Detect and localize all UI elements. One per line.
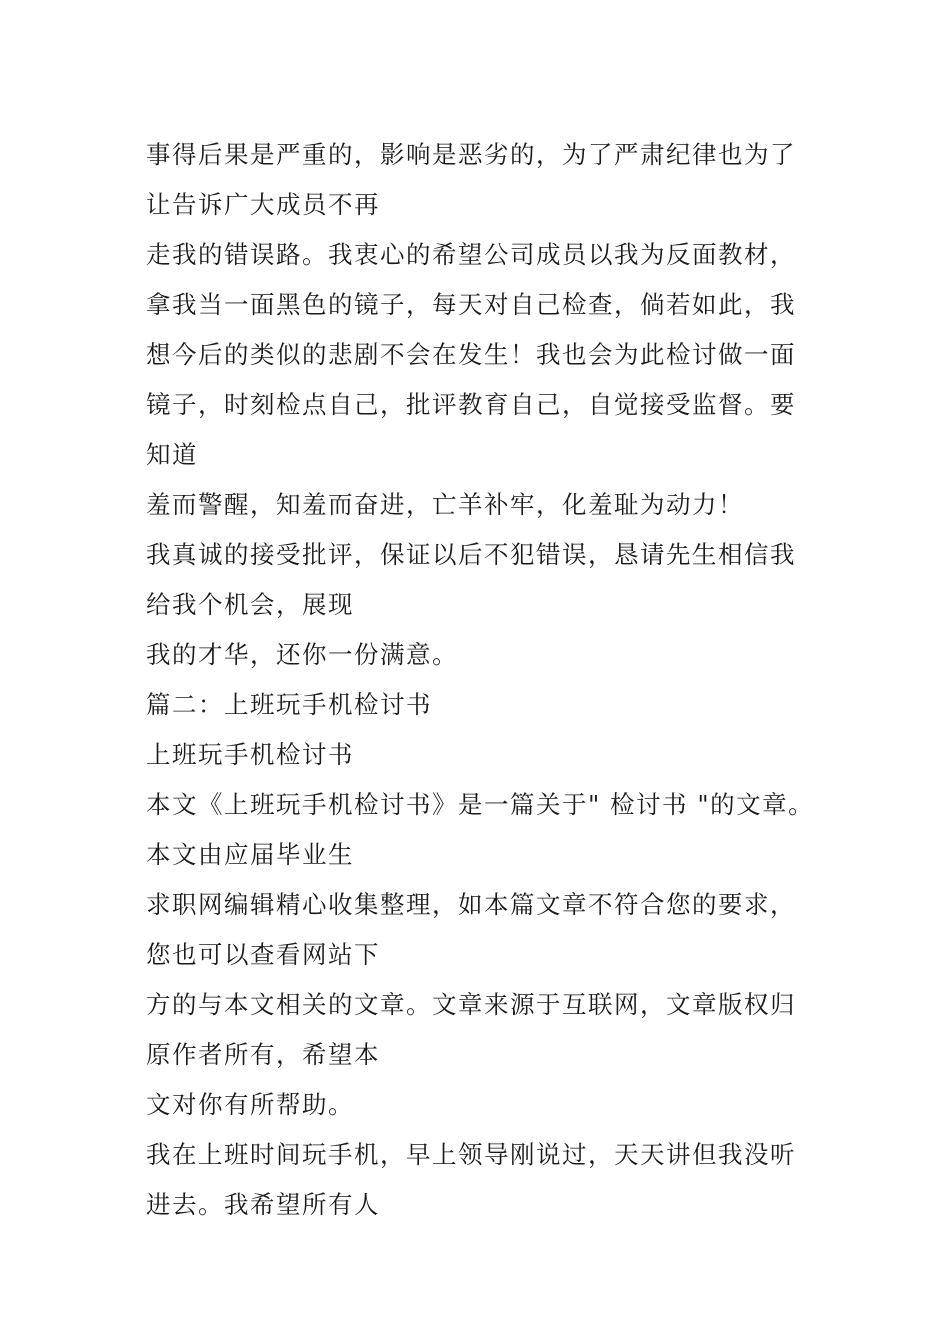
text-line: 您也可以查看网站下 [146, 940, 380, 969]
text-line: 想今后的类似的悲剧不会在发生！我也会为此检讨做一面 [146, 340, 796, 369]
text-line: 文对你有所帮助。 [146, 1090, 354, 1119]
text-line: 拿我当一面黑色的镜子，每天对自己检查，倘若如此，我 [146, 290, 796, 319]
text-line: 我的才华，还你一份满意。 [146, 640, 458, 669]
text-line: 我在上班时间玩手机，早上领导刚说过，天天讲但我没听 [146, 1140, 796, 1169]
text-line: 走我的错误路。我衷心的希望公司成员以我为反面教材， [146, 240, 796, 269]
text-line: 进去。我希望所有人 [146, 1190, 380, 1219]
text-line: 本文由应届毕业生 [146, 840, 354, 869]
article-title: 上班玩手机检讨书 [146, 740, 354, 769]
text-line: 本文《上班玩手机检讨书》是一篇关于" 检讨书 "的文章。 [146, 790, 815, 819]
text-line: 镜子，时刻检点自己，批评教育自己，自觉接受监督。要 [146, 390, 796, 419]
document-body [146, 130, 846, 1230]
text-line: 给我个机会，展现 [146, 590, 354, 619]
text-line: 知道 [146, 440, 198, 469]
section-heading: 篇二：上班玩手机检讨书 [146, 690, 432, 719]
text-line: 求职网编辑精心收集整理，如本篇文章不符合您的要求， [146, 890, 796, 919]
text-line: 事得后果是严重的，影响是恶劣的，为了严肃纪律也为了 [146, 140, 796, 169]
text-line: 羞而警醒，知羞而奋进，亡羊补牢，化羞耻为动力！ [146, 490, 744, 519]
text-line: 方的与本文相关的文章。文章来源于互联网，文章版权归 [146, 990, 796, 1019]
text-line: 原作者所有，希望本 [146, 1040, 380, 1069]
text-line: 让告诉广大成员不再 [146, 190, 380, 219]
text-line: 我真诚的接受批评，保证以后不犯错误，恳请先生相信我 [146, 540, 796, 569]
